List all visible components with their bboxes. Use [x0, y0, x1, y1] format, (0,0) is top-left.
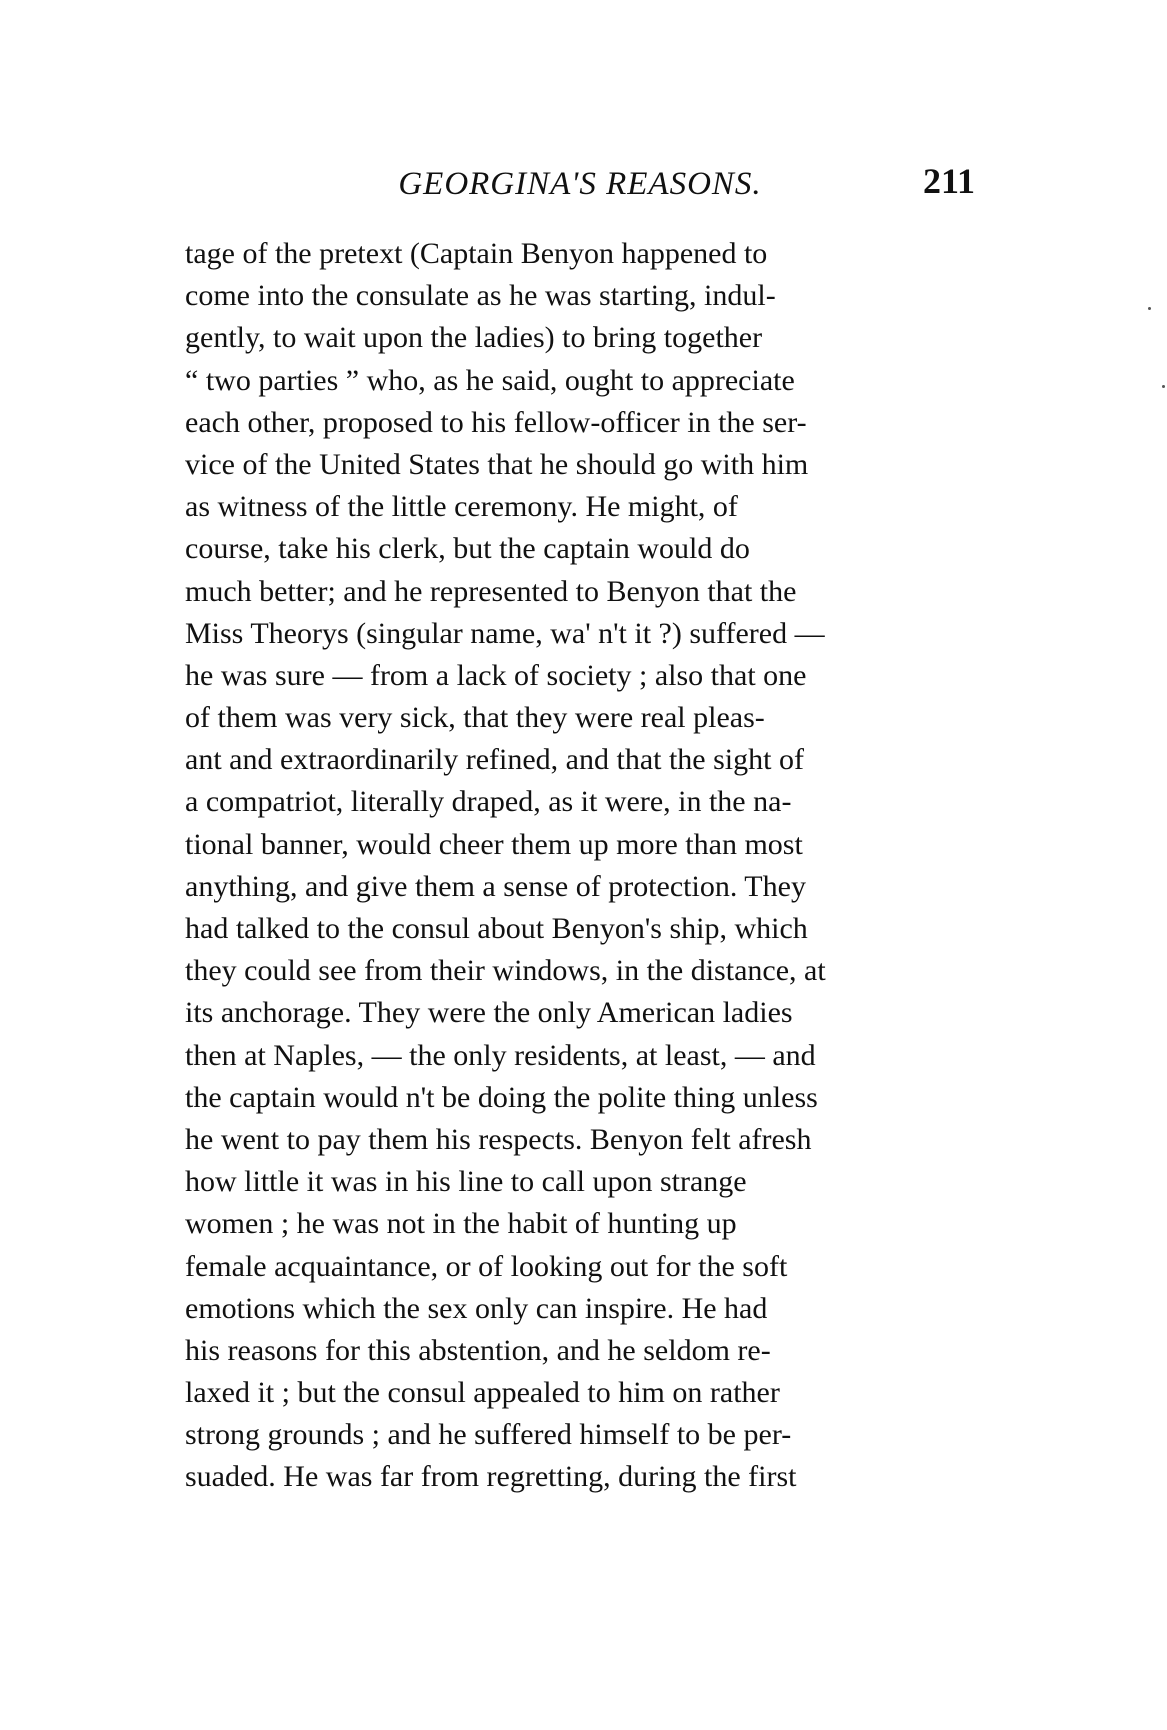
running-head [185, 160, 975, 210]
text-line: its anchorage. They were the only American ladies [185, 996, 793, 1030]
text-line: gently, to wait upon the ladies) to bring together [185, 321, 763, 355]
text-line: a compatriot, literally draped, as it were, in the na- [185, 785, 792, 819]
text-line: had talked to the consul about Benyon's ship, which [185, 912, 808, 945]
text-line: women ; he was not in the habit of hunting up [185, 1207, 737, 1241]
text-line: female acquaintance, or of looking out for the soft [185, 1249, 788, 1283]
print-speck [1148, 307, 1151, 310]
text-line: how little it was in his line to call upon strange [185, 1165, 747, 1199]
text-line: vice of the United States that he should go with him [185, 447, 809, 481]
text-line: he went to pay them his respects. Benyon felt afresh [185, 1122, 812, 1156]
text-line: ant and extraordinarily refined, and that the sight of [185, 743, 804, 777]
text-line: of them was very sick, that they were real pleas- [185, 701, 765, 735]
text-line: Miss Theorys (singular name, wa' n't it ?) suffered — [185, 616, 825, 650]
text-line: come into the consulate as he was starting, indul- [185, 279, 776, 313]
body-text [185, 233, 975, 1499]
print-speck [1162, 385, 1165, 388]
text-line: anything, and give them a sense of protection. They [185, 869, 806, 903]
text-line: tional banner, would cheer them up more than most [185, 827, 803, 861]
text-line: much better; and he represented to Benyon that the [185, 574, 797, 608]
text-line: as witness of the little ceremony. He might, of [185, 490, 738, 524]
running-title: GEORGINA'S REASONS. [398, 166, 762, 202]
text-line: suaded. He was far from regretting, during the first [185, 1460, 797, 1494]
text-line: then at Naples, — the only residents, at least, — and [185, 1038, 816, 1072]
text-line: each other, proposed to his fellow-officer in the ser- [185, 405, 807, 439]
text-line: he was sure — from a lack of society ; also that one [185, 658, 807, 692]
text-line: his reasons for this abstention, and he seldom re- [185, 1333, 771, 1367]
page-number: 211 [922, 161, 975, 201]
text-line: laxed it ; but the consul appealed to him on rather [185, 1376, 780, 1410]
text-line: strong grounds ; and he suffered himself to be per- [185, 1418, 792, 1452]
text-line: they could see from their windows, in the distance, at [185, 954, 826, 988]
text-line: “ two parties ” who, as he said, ought to appreciate [185, 363, 795, 397]
text-line: course, take his clerk, but the captain would do [185, 532, 750, 566]
text-line: tage of the pretext (Captain Benyon happened to [185, 237, 768, 270]
text-line: the captain would n't be doing the polite thing unless [185, 1080, 818, 1114]
text-line: emotions which the sex only can inspire. He had [185, 1291, 768, 1325]
